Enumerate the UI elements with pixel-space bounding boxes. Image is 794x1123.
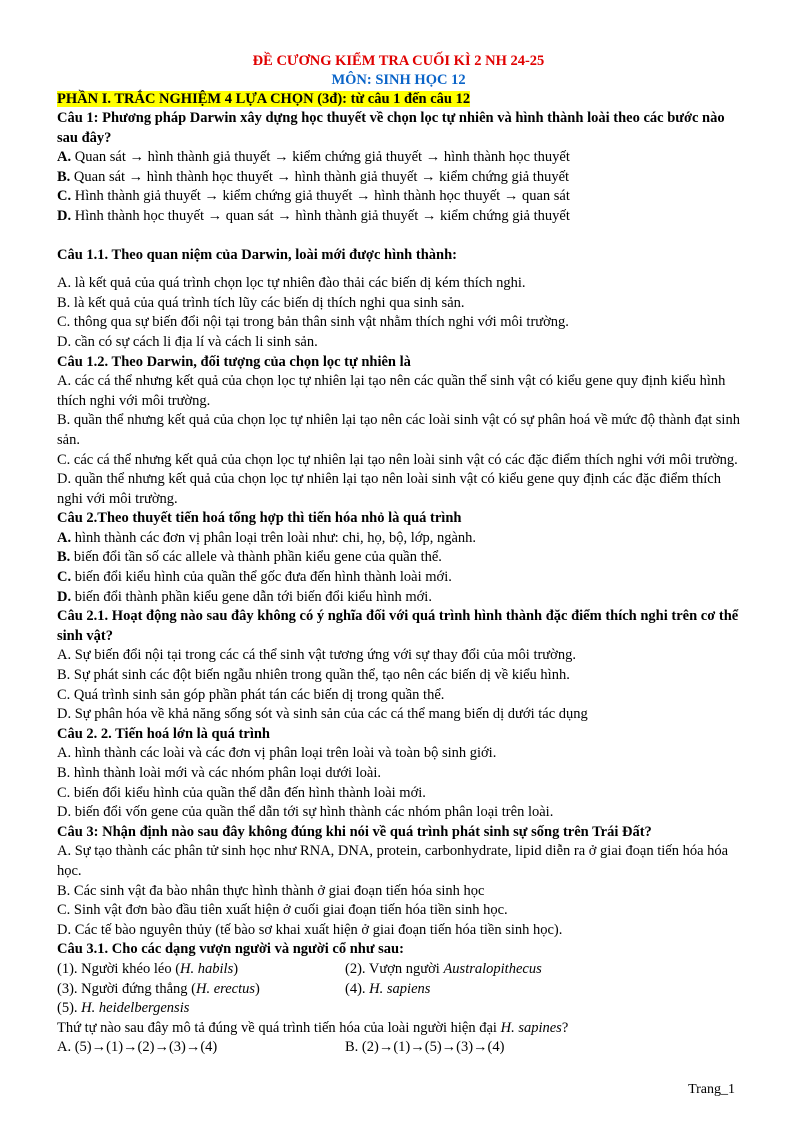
question-1-2: Câu 1.2. Theo Darwin, đối tượng của chọn lọc tự nhiên là <box>57 353 411 370</box>
option: B. Quan sát → hình thành học thuyết → hình thành giả thuyết → kiểm chứng giả thuyết <box>57 168 570 185</box>
question-1: Câu 1: Phương pháp Darwin xây dựng học thuyết về chọn lọc tự nhiên và hình thành loài theo các bước nào sau đây? <box>57 110 725 146</box>
option: C. Hình thành giả thuyết → kiểm chứng giả thuyết → hình thành học thuyết → quan sát <box>57 188 570 205</box>
doc-subject: MÔN: SINH HỌC 12 <box>331 72 466 88</box>
option: B. là kết quả của quá trình tích lũy các biến dị thích nghi qua sinh sản. <box>57 294 465 311</box>
option: C. biến đổi kiểu hình của quần thể gốc đưa đến hình thành loài mới. <box>57 569 452 586</box>
option: B. Sự phát sinh các đột biến ngẫu nhiên trong quần thể, tạo nên các biến dị về kiểu hình. <box>57 667 570 684</box>
option: D. Hình thành học thuyết → quan sát → hình thành giả thuyết → kiểm chứng giả thuyết <box>57 207 570 224</box>
options-row: A. (5)→(1)→(2)→(3)→(4) B. (2)→(1)→(5)→(3)→(4) <box>57 1039 505 1056</box>
option: A. Sự biến đổi nội tại trong các cá thể sinh vật tương ứng với sự thay đổi của môi trường. <box>57 647 576 664</box>
option: A. các cá thể nhưng kết quả của chọn lọc tự nhiên lại tạo nên các quần thể sinh vật có kiểu gene quy định kiểu hình thích nghi với môi trường. <box>57 373 726 409</box>
option: B. hình thành loài mới và các nhóm phân loại dưới loài. <box>57 765 382 781</box>
document-page <box>57 52 740 1058</box>
option: C. các cá thể nhưng kết quả của chọn lọc tự nhiên lại tạo nên loài sinh vật có các đặc điểm thích nghi với môi trường. <box>57 451 738 468</box>
option: C. thông qua sự biến đổi nội tại trong bản thân sinh vật nhằm thích nghi với môi trường. <box>57 314 569 331</box>
question-prompt: Thứ tự nào sau đây mô tả đúng về quá trình tiến hóa của loài người hiện đại H. sapines? <box>57 1019 569 1036</box>
option: A. Quan sát → hình thành giả thuyết → kiểm chứng giả thuyết → hình thành học thuyết <box>57 149 570 166</box>
option: D. cần có sự cách li địa lí và cách li sinh sản. <box>57 333 318 350</box>
option: D. quần thể nhưng kết quả của chọn lọc tự nhiên lại tạo nên loài sinh vật có kiểu gene quy định các đặc điểm thích nghi với môi trường. <box>57 471 721 507</box>
species-row: (5). H. heidelbergensis <box>57 1000 190 1017</box>
question-3-1: Câu 3.1. Cho các dạng vượn người và người cổ như sau: <box>57 941 404 958</box>
option: B. quần thể nhưng kết quả của chọn lọc tự nhiên lại tạo nên các loài sinh vật có sự phân hoá về mức độ thành đạt sinh sản. <box>57 412 740 448</box>
option: C. Sinh vật đơn bào đầu tiên xuất hiện ở cuối giai đoạn tiến hóa tiền sinh học. <box>57 902 508 919</box>
option: A. hình thành các loài và các đơn vị phân loại trên loài và toàn bộ sinh giới. <box>57 745 497 762</box>
option: B. biến đổi tần số các allele và thành phần kiểu gene của quần thể. <box>57 549 442 566</box>
question-1-1: Câu 1.1. Theo quan niệm của Darwin, loài mới được hình thành: <box>57 246 457 263</box>
option: C. biến đổi kiểu hình của quần thể dẫn đến hình thành loài mới. <box>57 784 426 801</box>
section-heading: PHẦN I. TRẮC NGHIỆM 4 LỰA CHỌN (3đ): từ câu 1 đến câu 12 <box>57 91 471 107</box>
option: A. Sự tạo thành các phân tử sinh học như RNA, DNA, protein, carbonhydrate, lipid diễn ra ở giai đoạn tiến hóa hóa học. <box>57 843 729 879</box>
doc-title: ĐỀ CƯƠNG KIỂM TRA CUỐI KÌ 2 NH 24-25 <box>252 53 545 69</box>
question-3: Câu 3: Nhận định nào sau đây không đúng khi nói về quá trình phát sinh sự sống trên Trái Đất? <box>57 823 652 840</box>
option: A. là kết quả của quá trình chọn lọc tự nhiên đào thải các biến dị kém thích nghi. <box>57 275 526 292</box>
option: D. biến đổi thành phần kiểu gene dẫn tới biến đổi kiểu hình mới. <box>57 588 432 605</box>
species-row: (1). Người khéo léo (H. habils) (2). Vượn người Australopithecus <box>57 960 542 977</box>
option: A. hình thành các đơn vị phân loại trên loài như: chi, họ, bộ, lớp, ngành. <box>57 529 477 546</box>
option: C. Quá trình sinh sản góp phần phát tán các biến dị trong quần thể. <box>57 686 445 703</box>
question-2-1: Câu 2.1. Hoạt động nào sau đây không có ý nghĩa đối với quá trình hình thành đặc điểm thích nghi trên cơ thể sinh vật? <box>57 608 739 644</box>
option: D. Sự phân hóa về khả năng sống sót và sinh sản của các cá thể mang biến dị dưới tác dụng <box>57 706 588 723</box>
question-2-2: Câu 2. 2. Tiến hoá lớn là quá trình <box>57 725 270 742</box>
question-2: Câu 2.Theo thuyết tiến hoá tổng hợp thì tiến hóa nhỏ là quá trình <box>57 510 462 527</box>
species-row: (3). Người đứng thẳng (H. erectus) (4). H. sapiens <box>57 980 431 997</box>
option: D. Các tế bào nguyên thủy (tế bào sơ khai xuất hiện ở giai đoạn tiến hóa tiền sinh học). <box>57 921 563 938</box>
page-number: Trang_1 <box>688 1082 735 1097</box>
option: B. Các sinh vật đa bào nhân thực hình thành ở giai đoạn tiến hóa sinh học <box>57 882 485 899</box>
option: D. biến đổi vốn gene của quần thể dẫn tới sự hình thành các nhóm phân loại trên loài. <box>57 804 554 821</box>
